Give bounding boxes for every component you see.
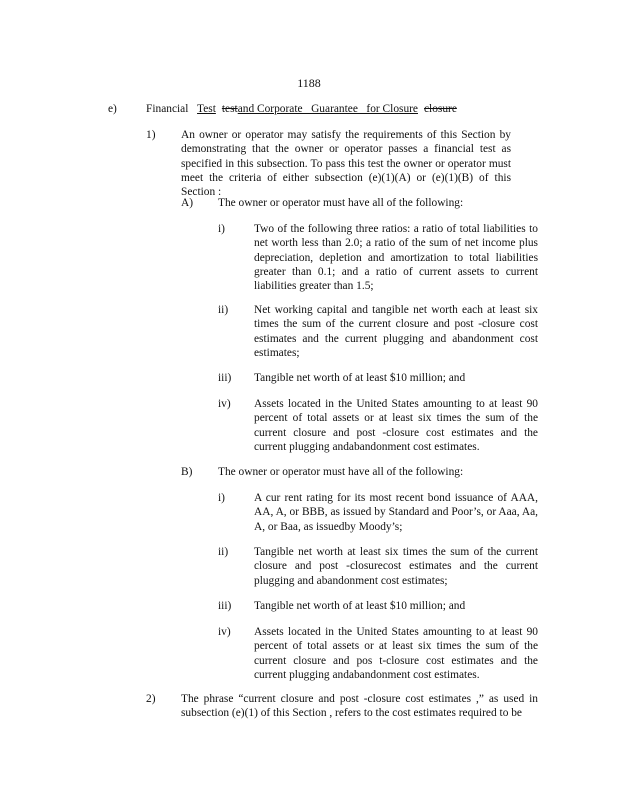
B-i-label: i) [218,492,225,504]
B-iii-text: Tangible net worth of at least $10 million; and [254,600,466,612]
A-i-text: Two of the following three ratios: a ratio of total liabilities to net worth less than 2.0; a ratio of the sum of net income plus depreciation, depletion and amortization to total liabilities greater than 0.1; and a ratio of current assets to current liabilities greater than 1.5; [254,223,538,293]
A-ii-label: ii) [218,304,229,316]
B-ii-label: ii) [218,546,229,558]
title-plain: Financial [146,103,189,115]
B-label: B) [181,466,193,478]
A-label: A) [181,197,194,209]
para1-text: An owner or operator may satisfy the requirements of this Section by demonstrating that the owner or operator passes a financial test as specified in this subsection. To pass this test the owner or operator must meet the criteria of either subsection (e)(1)(A) or (e)(1)(B) of this Section : [181,129,511,199]
A-ii-text: Net working capital and tangible net worth each at least six times the sum of the current closure and post -closure cost estimates and the current plugging and abandonment cost estimates; [254,304,538,359]
section-label: e) [108,103,117,115]
A-iii-text: Tangible net worth of at least $10 million; and [254,372,466,384]
A-iv-text: Assets located in the United States amounting to at least 90 percent of total assets or at least six times the sum of the current closure and post -closure cost estimates and the current plugging andabandonment cost estimates. [254,398,538,453]
B-ii-text: Tangible net worth at least six times the sum of the current closure and post -closurecost estimates and the current plugging and abandonment cost estimates; [254,546,538,587]
B-iii-label: iii) [218,600,232,612]
section-title [146,102,463,116]
title-underlined-rest: and Corporate Guarantee for Closure [237,103,418,115]
A-iv-label: iv) [218,398,231,410]
page-number: 1188 [297,76,321,90]
B-i-text: A cur rent rating for its most recent bond issuance of AAA, AA, A, or BBB, as issued by Standard and Poor’s, or Aaa, Aa, A, or Baa, as issuedby Moody’s; [254,492,538,533]
title-struck-closure: closure [424,103,457,115]
B-iv-label: iv) [218,626,231,638]
A-intro: The owner or operator must have all of the following: [218,197,464,209]
para2-label: 2) [146,693,156,705]
para2-text: The phrase “current closure and post -closure cost estimates ,” as used in subsection (e)(1) of this Section , refers to the cost estimates required to be [181,693,538,720]
B-iv-text: Assets located in the United States amounting to at least 90 percent of total assets or at least six times the sum of the current closure and pos t-closure cost estimates and the current plugging andabandonment cost estimates. [254,626,538,681]
A-i-label: i) [218,223,225,235]
B-intro: The owner or operator must have all of the following: [218,466,464,478]
para1-label: 1) [146,129,156,141]
title-underlined-test: Test [197,103,216,115]
A-iii-label: iii) [218,372,232,384]
title-struck-test: test [221,103,238,115]
